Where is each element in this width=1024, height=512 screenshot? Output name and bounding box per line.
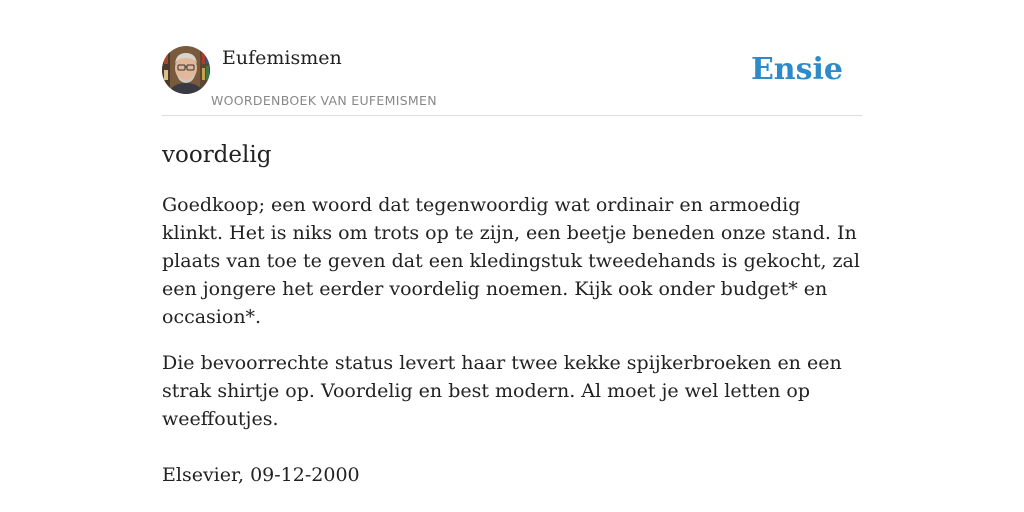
entry-source: Elsevier, 09-12-2000 [162, 464, 360, 486]
author-portrait-icon [162, 46, 210, 94]
ensie-logo[interactable]: Ensie [750, 52, 843, 87]
entry-card [162, 46, 862, 489]
author-avatar[interactable] [162, 46, 210, 94]
definition-paragraph: Goedkoop; een woord dat tegenwoordig wat ordinair en armoedig klinkt. Het is niks om trots op te zijn, een beetje beneden onze stand. In plaats van toe te geven dat een kledingstuk tweedehands is gekocht, zal een jongere het eerder voordelig noemen. Kijk ook onder budget* en occasion*. [162, 194, 860, 328]
dictionary-subtitle[interactable]: WOORDENBOEK VAN EUFEMISMEN [211, 93, 437, 108]
entry-definition [162, 191, 862, 433]
example-paragraph: Die bevoorrechte status levert haar twee kekke spijkerbroeken en een strak shirtje op. Voordelig en best modern. Al moet je wel letten op weeffoutjes. [162, 352, 842, 430]
entry-title: voordelig [162, 142, 272, 168]
author-name[interactable]: Eufemismen [222, 47, 342, 69]
entry-header [162, 46, 862, 116]
